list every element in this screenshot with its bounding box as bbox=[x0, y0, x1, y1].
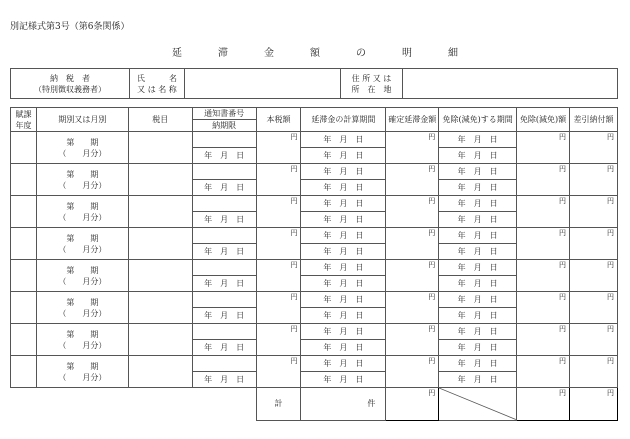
exemption-amount-cell[interactable]: 円 bbox=[517, 196, 570, 228]
net-amount-cell[interactable]: 円 bbox=[570, 228, 618, 260]
exemption-amount-cell[interactable]: 円 bbox=[517, 228, 570, 260]
calc-period-start[interactable]: 年 月 日 bbox=[301, 164, 386, 180]
diagonal-line bbox=[439, 388, 516, 420]
name-label-line2: 又 は 名 称 bbox=[137, 84, 177, 94]
due-date-cell[interactable]: 年 月 日 bbox=[192, 148, 256, 164]
taxpayer-label-line2: （特別徴収義務者） bbox=[34, 84, 106, 94]
address-field[interactable] bbox=[403, 69, 618, 99]
net-amount-cell[interactable]: 円 bbox=[570, 292, 618, 324]
exemption-amount-cell[interactable]: 円 bbox=[517, 260, 570, 292]
notice-number-cell[interactable] bbox=[192, 260, 256, 276]
total-fixed-amount[interactable]: 円 bbox=[386, 388, 439, 421]
exemption-period-start[interactable]: 年 月 日 bbox=[439, 324, 517, 340]
table-row bbox=[11, 324, 618, 340]
period-label: 第 期 bbox=[66, 329, 99, 339]
table-row bbox=[11, 292, 618, 308]
tax-item-cell[interactable] bbox=[128, 132, 192, 164]
taxpayer-header-table bbox=[10, 68, 618, 99]
year-cell[interactable] bbox=[11, 324, 37, 356]
period-cell[interactable] bbox=[36, 324, 128, 356]
due-date-cell[interactable]: 年 月 日 bbox=[192, 308, 256, 324]
table-row bbox=[11, 260, 618, 276]
col-year-line2: 年度 bbox=[15, 120, 32, 130]
calc-period-end[interactable]: 年 月 日 bbox=[301, 340, 386, 356]
col-assessment-year bbox=[11, 108, 37, 132]
form-number: 別記様式第3号（第6条関係） bbox=[10, 22, 130, 32]
principal-cell[interactable]: 円 bbox=[256, 292, 301, 324]
title-char: の bbox=[356, 48, 366, 59]
address-label-line1: 住 所 又 は bbox=[351, 73, 392, 83]
calc-period-end[interactable]: 年 月 日 bbox=[301, 180, 386, 196]
notice-number-cell[interactable] bbox=[192, 228, 256, 244]
period-label: 第 期 bbox=[66, 233, 99, 243]
exemption-period-end[interactable]: 年 月 日 bbox=[439, 244, 517, 260]
period-label: 第 期 bbox=[66, 201, 99, 211]
exemption-period-start[interactable]: 年 月 日 bbox=[439, 356, 517, 372]
fixed-amount-cell[interactable]: 円 bbox=[386, 324, 439, 356]
calc-period-end[interactable]: 年 月 日 bbox=[301, 212, 386, 228]
tax-item-cell[interactable] bbox=[128, 292, 192, 324]
calc-period-start[interactable]: 年 月 日 bbox=[301, 356, 386, 372]
net-amount-cell[interactable]: 円 bbox=[570, 164, 618, 196]
fixed-amount-cell[interactable]: 円 bbox=[386, 228, 439, 260]
fixed-amount-cell[interactable]: 円 bbox=[386, 196, 439, 228]
name-label bbox=[130, 69, 185, 99]
due-date-cell[interactable]: 年 月 日 bbox=[192, 340, 256, 356]
period-label: 第 期 bbox=[66, 297, 99, 307]
month-label: （ 月分） bbox=[58, 340, 107, 350]
calc-period-start[interactable]: 年 月 日 bbox=[301, 324, 386, 340]
notice-number-cell[interactable] bbox=[192, 324, 256, 340]
period-cell[interactable] bbox=[36, 164, 128, 196]
exemption-amount-cell[interactable]: 円 bbox=[517, 356, 570, 388]
exemption-period-end[interactable]: 年 月 日 bbox=[439, 372, 517, 388]
col-exemption-period: 免除(減免)する期間 bbox=[439, 108, 517, 132]
calc-period-end[interactable]: 年 月 日 bbox=[301, 148, 386, 164]
calc-period-end[interactable]: 年 月 日 bbox=[301, 308, 386, 324]
period-label: 第 期 bbox=[66, 137, 99, 147]
table-row bbox=[11, 132, 618, 148]
title-char: 金 bbox=[264, 48, 274, 59]
year-cell[interactable] bbox=[11, 292, 37, 324]
due-date-cell[interactable]: 年 月 日 bbox=[192, 212, 256, 228]
total-net-amount[interactable]: 円 bbox=[570, 388, 618, 421]
year-cell[interactable] bbox=[11, 196, 37, 228]
exemption-period-start[interactable]: 年 月 日 bbox=[439, 292, 517, 308]
exemption-period-end[interactable]: 年 月 日 bbox=[439, 148, 517, 164]
fixed-amount-cell[interactable]: 円 bbox=[386, 292, 439, 324]
calc-period-start[interactable]: 年 月 日 bbox=[301, 260, 386, 276]
principal-cell[interactable]: 円 bbox=[256, 228, 301, 260]
due-date-cell[interactable]: 年 月 日 bbox=[192, 180, 256, 196]
due-date-cell[interactable]: 年 月 日 bbox=[192, 244, 256, 260]
taxpayer-label bbox=[11, 69, 130, 99]
calc-period-start[interactable]: 年 月 日 bbox=[301, 292, 386, 308]
period-label: 第 期 bbox=[66, 361, 99, 371]
month-label: （ 月分） bbox=[58, 148, 107, 158]
notice-number-cell[interactable] bbox=[192, 196, 256, 212]
tax-item-cell[interactable] bbox=[128, 260, 192, 292]
period-label: 第 期 bbox=[66, 169, 99, 179]
title-char: 明 bbox=[402, 48, 412, 59]
net-amount-cell[interactable]: 円 bbox=[570, 324, 618, 356]
period-cell[interactable] bbox=[36, 292, 128, 324]
period-cell[interactable] bbox=[36, 196, 128, 228]
fixed-amount-cell[interactable]: 円 bbox=[386, 164, 439, 196]
tax-item-cell[interactable] bbox=[128, 164, 192, 196]
principal-cell[interactable]: 円 bbox=[256, 164, 301, 196]
month-label: （ 月分） bbox=[58, 276, 107, 286]
notice-number-cell[interactable] bbox=[192, 292, 256, 308]
principal-cell[interactable]: 円 bbox=[256, 260, 301, 292]
principal-cell[interactable]: 円 bbox=[256, 324, 301, 356]
net-amount-cell[interactable]: 円 bbox=[570, 132, 618, 164]
principal-cell[interactable]: 円 bbox=[256, 196, 301, 228]
table-row bbox=[11, 356, 618, 372]
col-tax-item: 税目 bbox=[128, 108, 192, 132]
month-label: （ 月分） bbox=[58, 180, 107, 190]
exemption-period-end[interactable]: 年 月 日 bbox=[439, 276, 517, 292]
month-label: （ 月分） bbox=[58, 372, 107, 382]
tax-item-cell[interactable] bbox=[128, 356, 192, 388]
exemption-amount-cell[interactable]: 円 bbox=[517, 164, 570, 196]
total-count-unit: 件 bbox=[367, 399, 376, 409]
col-net-amount: 差引納付額 bbox=[570, 108, 618, 132]
title-char: 滞 bbox=[218, 48, 228, 59]
title-char: 細 bbox=[448, 48, 458, 59]
period-cell[interactable] bbox=[36, 356, 128, 388]
exemption-period-start[interactable]: 年 月 日 bbox=[439, 132, 517, 148]
col-period: 期別又は月別 bbox=[36, 108, 128, 132]
calc-period-start[interactable]: 年 月 日 bbox=[301, 132, 386, 148]
page-title bbox=[0, 44, 630, 59]
exemption-amount-cell[interactable]: 円 bbox=[517, 324, 570, 356]
notice-number-cell[interactable] bbox=[192, 356, 256, 372]
net-amount-cell[interactable]: 円 bbox=[570, 260, 618, 292]
exemption-amount-cell[interactable]: 円 bbox=[517, 292, 570, 324]
exemption-period-start[interactable]: 年 月 日 bbox=[439, 228, 517, 244]
col-fixed-amount: 確定延滞金額 bbox=[386, 108, 439, 132]
table-row bbox=[11, 196, 618, 212]
total-diagonal-cell bbox=[439, 388, 517, 421]
name-field[interactable] bbox=[185, 69, 341, 99]
exemption-period-end[interactable]: 年 月 日 bbox=[439, 340, 517, 356]
exemption-period-start[interactable]: 年 月 日 bbox=[439, 196, 517, 212]
address-label bbox=[341, 69, 403, 99]
period-cell[interactable] bbox=[36, 228, 128, 260]
fixed-amount-cell[interactable]: 円 bbox=[386, 260, 439, 292]
col-notice-number: 通知書番号 bbox=[192, 108, 256, 120]
table-row bbox=[11, 228, 618, 244]
exemption-amount-cell[interactable]: 円 bbox=[517, 132, 570, 164]
exemption-period-end[interactable]: 年 月 日 bbox=[439, 308, 517, 324]
year-cell[interactable] bbox=[11, 260, 37, 292]
tax-item-cell[interactable] bbox=[128, 196, 192, 228]
principal-cell[interactable]: 円 bbox=[256, 132, 301, 164]
calc-period-end[interactable]: 年 月 日 bbox=[301, 276, 386, 292]
column-header-row bbox=[11, 108, 618, 120]
calc-period-end[interactable]: 年 月 日 bbox=[301, 244, 386, 260]
due-date-cell[interactable]: 年 月 日 bbox=[192, 276, 256, 292]
tax-item-cell[interactable] bbox=[128, 324, 192, 356]
col-calc-period: 延滞金の計算期間 bbox=[301, 108, 386, 132]
period-label: 第 期 bbox=[66, 265, 99, 275]
table-row bbox=[11, 164, 618, 180]
notice-number-cell[interactable] bbox=[192, 132, 256, 148]
delinquency-detail-table bbox=[10, 107, 618, 421]
period-cell[interactable] bbox=[36, 260, 128, 292]
fixed-amount-cell[interactable]: 円 bbox=[386, 356, 439, 388]
total-row bbox=[11, 388, 618, 421]
address-label-line2: 所 在 地 bbox=[351, 84, 392, 94]
net-amount-cell[interactable]: 円 bbox=[570, 196, 618, 228]
period-cell[interactable] bbox=[36, 132, 128, 164]
fixed-amount-cell[interactable]: 円 bbox=[386, 132, 439, 164]
col-year-line1: 賦課 bbox=[15, 109, 32, 119]
total-label: 計 bbox=[256, 388, 301, 421]
exemption-period-end[interactable]: 年 月 日 bbox=[439, 212, 517, 228]
total-count-cell[interactable] bbox=[301, 388, 386, 421]
col-principal: 本税額 bbox=[256, 108, 301, 132]
year-cell[interactable] bbox=[11, 164, 37, 196]
exemption-period-start[interactable]: 年 月 日 bbox=[439, 260, 517, 276]
month-label: （ 月分） bbox=[58, 212, 107, 222]
principal-cell[interactable]: 円 bbox=[256, 356, 301, 388]
year-cell[interactable] bbox=[11, 228, 37, 260]
notice-number-cell[interactable] bbox=[192, 164, 256, 180]
tax-item-cell[interactable] bbox=[128, 228, 192, 260]
total-exemption-amount[interactable]: 円 bbox=[517, 388, 570, 421]
exemption-period-start[interactable]: 年 月 日 bbox=[439, 164, 517, 180]
calc-period-start[interactable]: 年 月 日 bbox=[301, 196, 386, 212]
title-char: 額 bbox=[310, 48, 320, 59]
taxpayer-label-line1: 納 税 者 bbox=[50, 73, 90, 83]
exemption-period-end[interactable]: 年 月 日 bbox=[439, 180, 517, 196]
col-due-date: 納期限 bbox=[192, 120, 256, 132]
title-char: 延 bbox=[172, 48, 182, 59]
total-blank bbox=[11, 388, 257, 421]
month-label: （ 月分） bbox=[58, 244, 107, 254]
due-date-cell[interactable]: 年 月 日 bbox=[192, 372, 256, 388]
col-exemption-amount: 免除(減免)額 bbox=[517, 108, 570, 132]
name-label-line1: 氏 名 bbox=[137, 73, 177, 83]
year-cell[interactable] bbox=[11, 356, 37, 388]
calc-period-end[interactable]: 年 月 日 bbox=[301, 372, 386, 388]
month-label: （ 月分） bbox=[58, 308, 107, 318]
year-cell[interactable] bbox=[11, 132, 37, 164]
net-amount-cell[interactable]: 円 bbox=[570, 356, 618, 388]
calc-period-start[interactable]: 年 月 日 bbox=[301, 228, 386, 244]
